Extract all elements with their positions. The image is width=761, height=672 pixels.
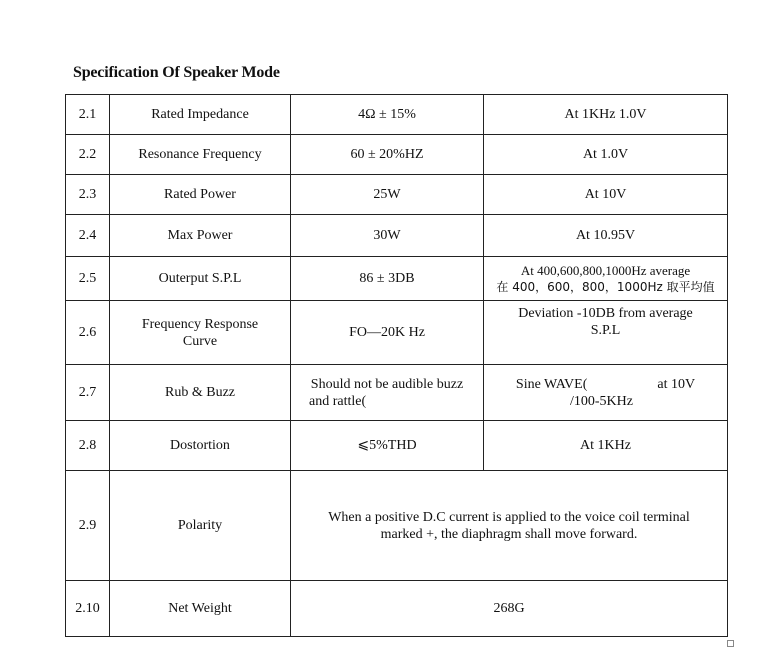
table-row: [66, 257, 728, 301]
spec-condition: At 1.0V: [484, 135, 728, 175]
spec-item: Max Power: [110, 215, 291, 257]
row-number: 2.5: [66, 257, 110, 301]
page-title: Specification Of Speaker Mode: [73, 64, 280, 81]
table-row: [66, 421, 728, 471]
row-number: 2.1: [66, 95, 110, 135]
spec-condition: [484, 257, 728, 301]
table-row: [66, 301, 728, 365]
row-number: 2.8: [66, 421, 110, 471]
spec-item: Polarity: [110, 471, 291, 581]
spec-value: FO—20K Hz: [291, 301, 484, 365]
condition-line: Deviation -10DB from average: [518, 306, 693, 321]
spec-value: 86 ± 3DB: [291, 257, 484, 301]
spec-condition: At 10V: [484, 175, 728, 215]
table-row: [66, 365, 728, 421]
condition-text: at 10V: [657, 376, 696, 392]
spec-item: Rated Power: [110, 175, 291, 215]
spec-value: 60 ± 20%HZ: [291, 135, 484, 175]
spec-item: Rub & Buzz: [110, 365, 291, 421]
value-line: Should not be audible buzz: [310, 376, 464, 392]
table-row: [66, 95, 728, 135]
spec-value: ⩽5%THD: [291, 421, 484, 471]
spec-value: 25W: [291, 175, 484, 215]
spec-item: Rated Impedance: [110, 95, 291, 135]
merged-line: marked +, the diaphragm shall move forward.: [380, 526, 638, 542]
spec-item: Outerput S.P.L: [110, 257, 291, 301]
spec-item: Net Weight: [110, 581, 291, 637]
row-number: 2.7: [66, 365, 110, 421]
spec-condition: [484, 365, 728, 421]
spec-condition: At 1KHz: [484, 421, 728, 471]
spec-merged-value: [291, 471, 728, 581]
row-number: 2.10: [66, 581, 110, 637]
row-number: 2.9: [66, 471, 110, 581]
value-line: and rattle(: [309, 393, 367, 409]
condition-line: At 400,600,800,1000Hz average: [520, 262, 691, 278]
condition-line-chinese: 在 400，600，800，1000Hz 取平均值: [496, 279, 715, 294]
row-number: 2.3: [66, 175, 110, 215]
table-row: [66, 175, 728, 215]
spec-condition: [484, 301, 728, 365]
condition-line: /100-5KHz: [570, 393, 633, 409]
spec-table: [65, 94, 728, 637]
merged-line: When a positive D.C current is applied to the voice coil terminal: [328, 509, 690, 525]
row-number: 2.6: [66, 301, 110, 365]
resize-handle-icon: [727, 640, 734, 647]
spec-item: Dostortion: [110, 421, 291, 471]
spec-item: Resonance Frequency: [110, 135, 291, 175]
spec-merged-value: 268G: [291, 581, 728, 637]
condition-line: [488, 376, 723, 393]
spec-condition: At 1KHz 1.0V: [484, 95, 728, 135]
item-line: Frequency Response: [141, 316, 259, 332]
row-number: 2.2: [66, 135, 110, 175]
condition-line: S.P.L: [590, 323, 621, 338]
table-row: [66, 471, 728, 581]
table-row: [66, 215, 728, 257]
item-line: Curve: [182, 333, 218, 349]
spec-value: [291, 365, 484, 421]
spec-condition: At 10.95V: [484, 215, 728, 257]
spec-item: [110, 301, 291, 365]
condition-text: Sine WAVE(: [515, 376, 588, 392]
spec-value: 30W: [291, 215, 484, 257]
spec-value: 4Ω ± 15%: [291, 95, 484, 135]
row-number: 2.4: [66, 215, 110, 257]
table-row: [66, 581, 728, 637]
table-row: [66, 135, 728, 175]
